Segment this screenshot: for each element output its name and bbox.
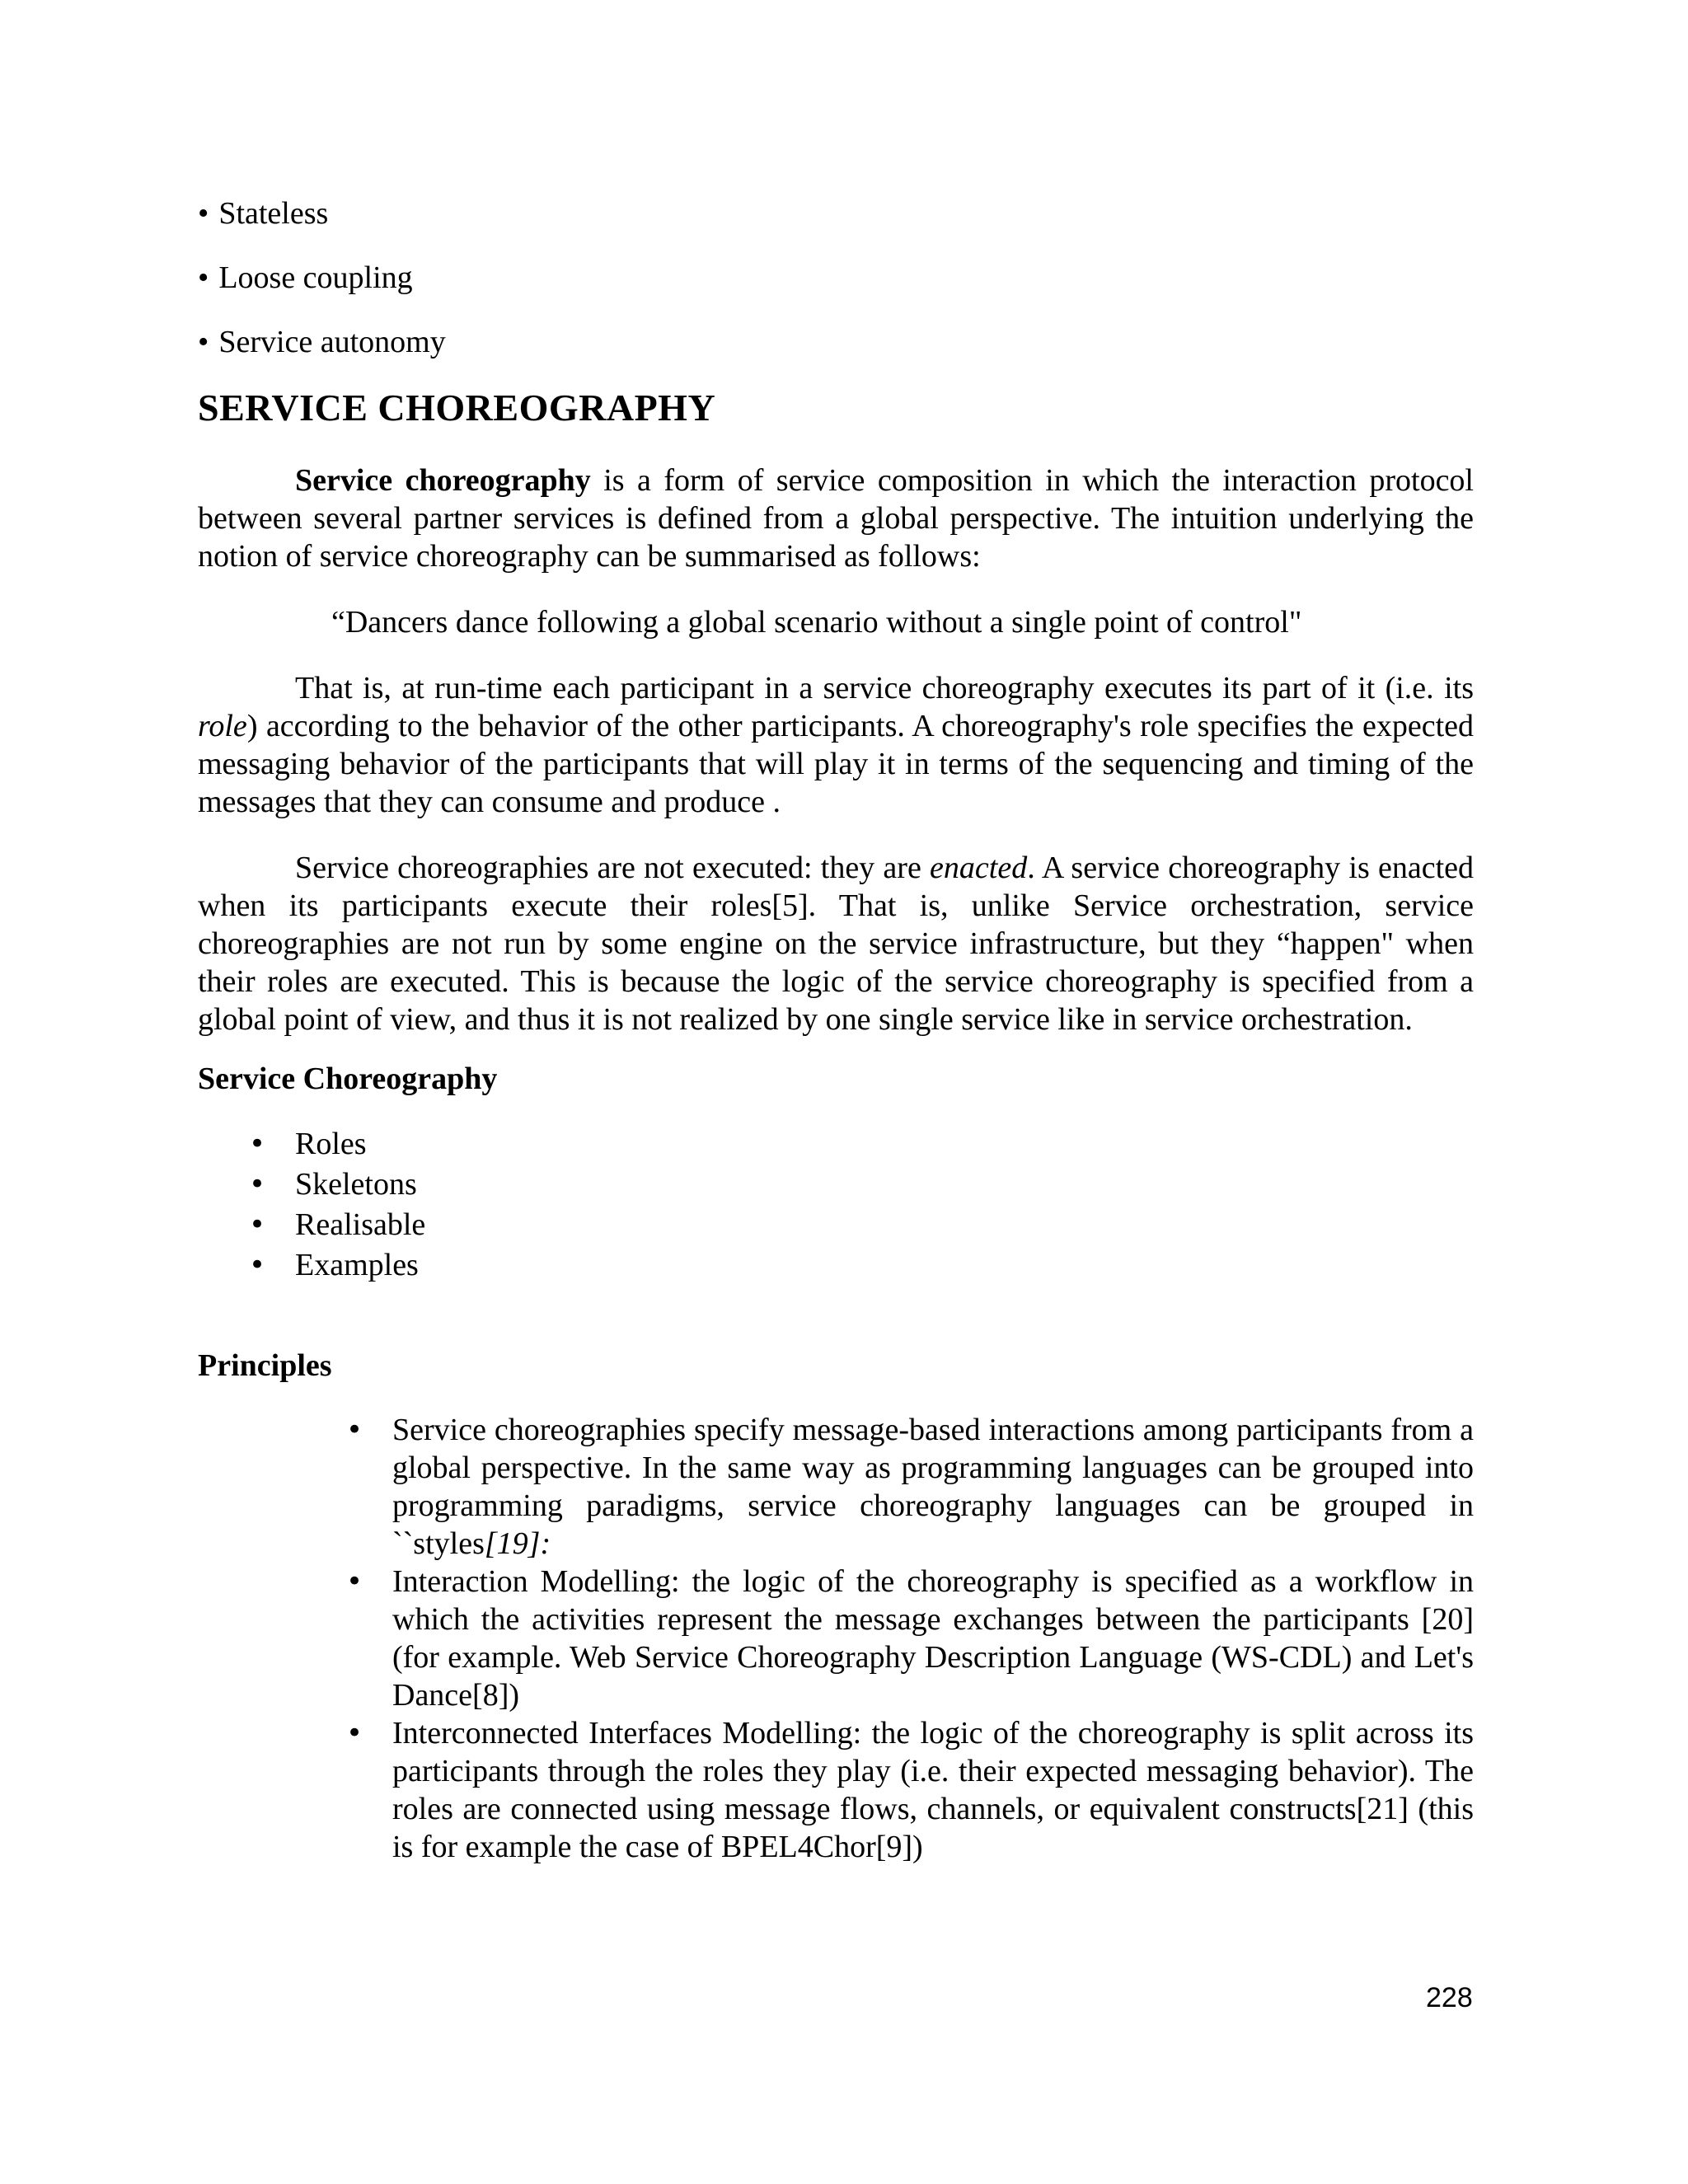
- bullet-marker: •: [198, 260, 209, 295]
- bullet-marker: •: [346, 1717, 363, 1750]
- principle-text: Interaction Modelling: the logic of the choreography is specified as a workflow in which the activities represent the message exchanges between the participants [20] (for example. Web Service Choreography Description Language (WS-CDL) and Let's Dance[8]): [392, 1564, 1474, 1713]
- enacted-text-before: Service choreographies are not executed: they are: [295, 851, 931, 885]
- choreography-list: [198, 1124, 425, 1286]
- list-item: • Roles: [198, 1124, 425, 1165]
- bullet-marker: •: [346, 1413, 363, 1446]
- principle-text: Service choreographies specify message-based interactions among participants from a global perspective. In the same way as programming languages can be grouped into programming paradigms, service choreography languages can be grouped in ``styles: [392, 1413, 1474, 1561]
- enacted-paragraph: [198, 849, 1474, 1038]
- principle-text: Interconnected Interfaces Modelling: the logic of the choreography is split across its participants through the roles they play (i.e. their expected messaging behavior). The roles are connected using message flows, channels, or equivalent constructs[21] (this is for example the case of BPEL4Chor[9]): [392, 1716, 1474, 1864]
- principle-item: [346, 1563, 1474, 1714]
- intro-bold-term: Service choreography: [295, 463, 591, 498]
- principle-item: [346, 1411, 1474, 1563]
- intro-paragraph: [198, 462, 1474, 575]
- principles-list: [346, 1411, 1474, 1866]
- enacted-text-after: . A service choreography is enacted when its participants execute their roles[5]. That is, unlike Service orchestration, service choreographies are not run by some engine on the service infrastructure, but they “happen" when their roles are executed. This is because the logic of the service choreography is specified from a global point of view, and thus it is not realized by one single service like in service orchestration.: [198, 851, 1474, 1037]
- subheading-service-choreography: Service Choreography: [198, 1062, 498, 1096]
- page-number: 228: [1426, 1982, 1473, 2013]
- bullet-text: Stateless: [218, 196, 329, 231]
- bullet-stateless: [198, 194, 328, 232]
- list-item: • Skeletons: [198, 1165, 425, 1205]
- subheading-principles: Principles: [198, 1348, 332, 1383]
- bullet-loose-coupling: [198, 259, 413, 297]
- bullet-marker: •: [346, 1565, 363, 1598]
- roles-text-before: That is, at run-time each participant in a service choreography executes its part of it (i.e. its: [295, 671, 1474, 705]
- bullet-text: Loose coupling: [218, 260, 413, 295]
- bullet-marker: •: [198, 196, 209, 231]
- roles-text-after: ) according to the behavior of the other participants. A choreography's role specifies the expected messaging behavior of the participants that will play it in terms of the sequencing and timing of the messages that they can consume and produce .: [198, 709, 1474, 819]
- intro-text: is a form of service composition in which the interaction protocol between several partner services is defined from a global perspective. The intuition underlying the notion of service choreography can be summarised as follows:: [198, 463, 1474, 574]
- principle-item: [346, 1714, 1474, 1866]
- section-title: SERVICE CHOREOGRAPHY: [198, 387, 716, 429]
- quote: “Dancers dance following a global scenario without a single point of control": [331, 605, 1302, 640]
- bullet-service-autonomy: [198, 323, 446, 361]
- list-item: • Realisable: [198, 1205, 425, 1245]
- bullet-text: Service autonomy: [218, 325, 446, 359]
- roles-italic: role: [198, 709, 247, 743]
- enacted-italic: enacted: [930, 851, 1028, 885]
- bullet-marker: •: [198, 325, 209, 359]
- roles-paragraph: [198, 669, 1474, 821]
- principle-citation: [19]:: [484, 1526, 551, 1561]
- list-item: • Examples: [198, 1245, 425, 1286]
